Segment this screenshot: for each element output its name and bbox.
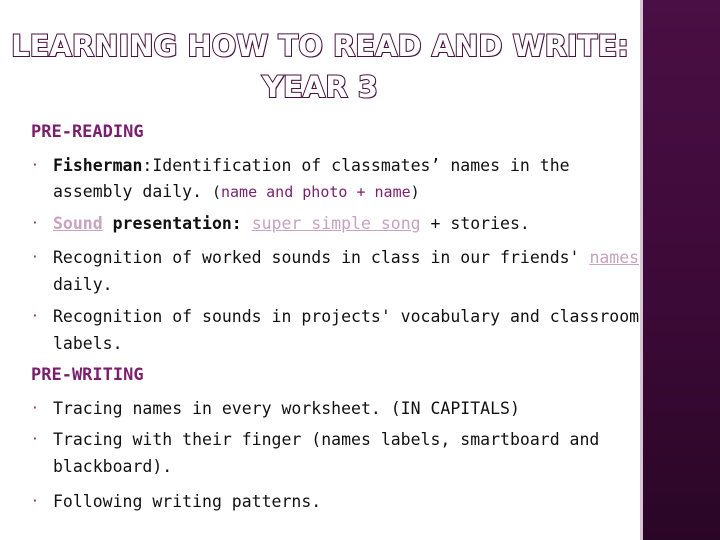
names-link[interactable]: names [589,248,640,267]
slide-title-line1: LEARNING HOW TO READ AND WRITE: [11,29,629,63]
slide-title-line2: YEAR 3 [262,70,378,104]
patterns-text: Following writing patterns. [53,492,322,511]
presentation-label: presentation: [102,214,242,233]
fisherman-text: :Identification of classmates’ names in the [142,156,570,175]
bullet: · [31,432,39,447]
fisherman-paren-text: name and photo + name [220,183,411,201]
pre-writing-heading: PRE-WRITING [31,365,144,385]
stories-text: + stories. [420,214,530,233]
super-simple-song-link[interactable]: super simple song [251,214,421,233]
bullet: · [31,401,39,416]
recognition-worked-text: Recognition of worked sounds in class in our friends' [53,248,580,267]
fisherman-text-cont: assembly daily. [53,182,203,201]
recognition-projects-text: Recognition of sounds in projects' vocabulary and classroom [53,307,640,326]
bullet: · [31,216,39,231]
bullet: · [31,250,39,265]
tracing-finger-text: Tracing with their finger (names labels, smartboard and [53,430,600,449]
fisherman-paren-close: ) [410,183,420,201]
decorative-sidebar [643,0,720,540]
recognition-worked-cont: daily. [53,275,113,294]
sound-link[interactable]: Sound [53,214,103,233]
fisherman-paren-open: ( [211,183,221,201]
tracing-finger-cont: blackboard). [53,457,173,476]
fisherman-label: Fisherman [53,156,143,175]
tracing-names-text: Tracing names in every worksheet. (IN CAPITALS) [53,399,520,418]
bullet: · [31,309,39,324]
recognition-projects-cont: labels. [53,334,123,353]
bullet: · [31,494,39,509]
pre-reading-heading: PRE-READING [31,122,144,142]
bullet: · [31,158,39,173]
